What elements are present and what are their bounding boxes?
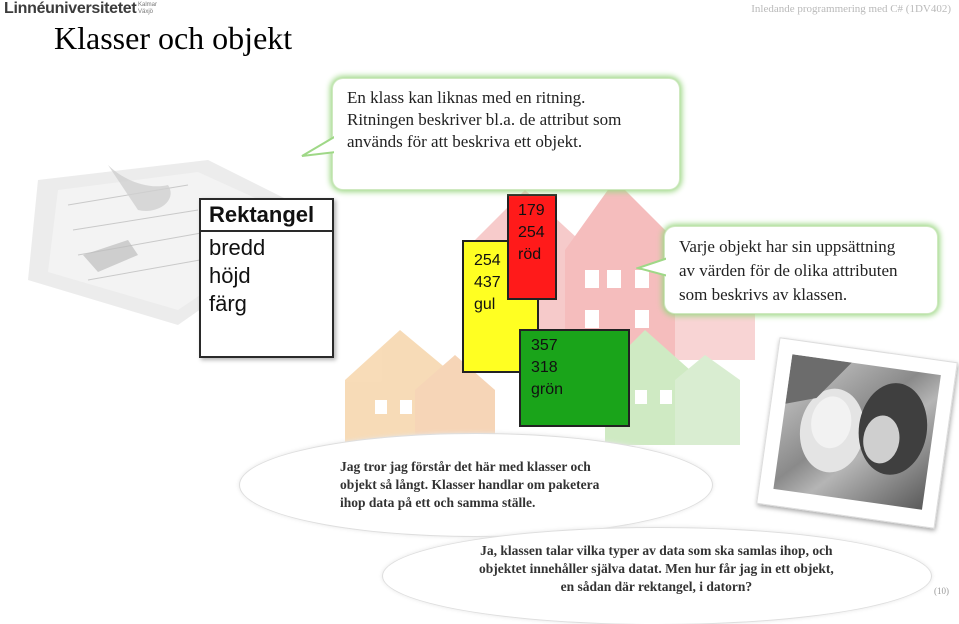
callout1-tail	[300, 130, 340, 160]
thought-bubble-student	[240, 434, 712, 536]
object-green	[519, 329, 630, 427]
object-red	[507, 194, 557, 300]
people-whispering-photo	[756, 337, 958, 528]
callout2-line: av värden för de olika attributen	[679, 261, 898, 280]
class-attribute-farg: färg	[209, 291, 247, 316]
callout2-line: Varje objekt har sin uppsättning	[679, 237, 896, 256]
thought1-line: ihop data på ett och samma ställe.	[340, 495, 536, 510]
object-yellow-value-color: gul	[474, 296, 496, 313]
callout2-line: som beskrivs av klassen.	[679, 285, 848, 304]
class-attribute-bredd: bredd	[209, 235, 266, 260]
callout-class-blueprint	[333, 79, 679, 189]
thought1-line: objekt så långt. Klasser handlar om paketera	[340, 477, 600, 492]
callout1-line: En klass kan liknas med en ritning.	[347, 88, 586, 107]
callout2-tail	[636, 256, 670, 280]
class-name: Rektangel	[201, 200, 332, 232]
university-logo-sub: Kalmar Växjö	[138, 2, 158, 15]
object-green-value-color: grön	[531, 381, 564, 398]
callout1-line: Ritningen beskriver bl.a. de attribut som	[347, 110, 622, 129]
object-green-value-height: 318	[531, 359, 558, 376]
slide-title: Klasser och objekt	[54, 20, 293, 56]
thought2-line: en sådan där rektangel, i datorn?	[560, 579, 753, 594]
course-title: Inledande programmering med C# (1DV402)	[751, 3, 951, 15]
object-yellow-value-height: 437	[474, 274, 501, 291]
thought-bubble-teacher	[383, 528, 931, 624]
object-yellow-value-width: 254	[474, 252, 501, 269]
object-red-value-height: 254	[518, 224, 545, 241]
thought2-line: Ja, klassen talar vilka typer av data som ska samlas ihop, och	[480, 543, 833, 558]
object-green-value-width: 357	[531, 337, 558, 354]
class-diagram-rektangel	[199, 198, 334, 358]
callout1-line: används för att beskriva ett objekt.	[347, 132, 583, 151]
page-number: (10)	[934, 586, 949, 596]
object-red-value-width: 179	[518, 202, 545, 219]
callout-object-values	[665, 227, 937, 313]
thought1-line: Jag tror jag förstår det här med klasser och	[340, 459, 591, 474]
university-logo: Linnéuniversitetet	[4, 0, 137, 17]
object-red-value-color: röd	[518, 246, 542, 263]
class-attribute-hojd: höjd	[209, 263, 251, 288]
thought2-line: objektet innehåller själva datat. Men hur får jag in ett objekt,	[479, 561, 834, 576]
